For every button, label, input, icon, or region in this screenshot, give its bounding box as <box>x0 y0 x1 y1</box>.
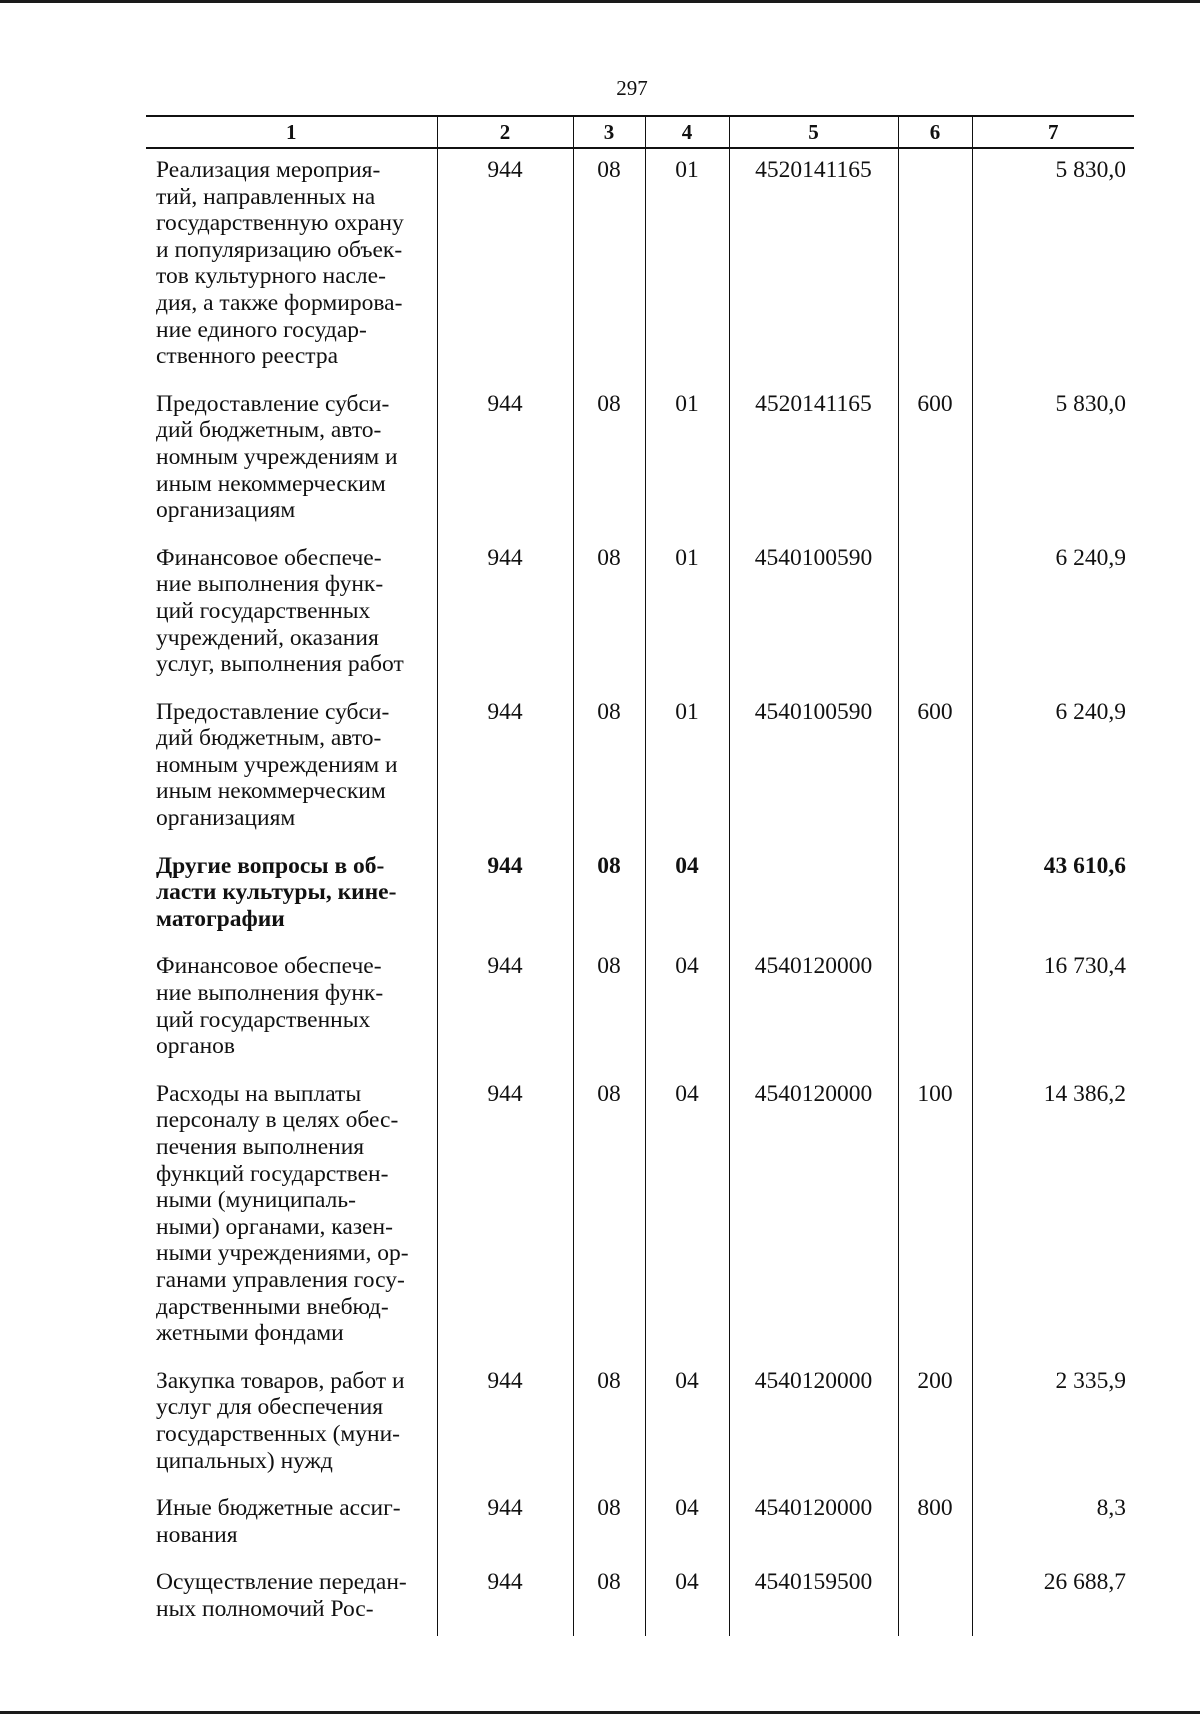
chapter-code-cell: 944 <box>437 845 573 946</box>
section-code-cell: 08 <box>573 148 645 383</box>
budget-table <box>146 115 1134 1636</box>
row-name-line: ными) органами, казен- <box>156 1213 393 1240</box>
table-row <box>146 691 1134 845</box>
row-name-line: государственных (муни- <box>156 1420 400 1447</box>
row-name-line: Иные бюджетные ассиг- <box>156 1495 401 1522</box>
row-name-line: ций государственных <box>156 597 371 624</box>
page-number: 297 <box>616 76 648 100</box>
row-name-cell <box>146 1360 437 1487</box>
row-name-line: дий бюджетным, авто- <box>156 725 382 752</box>
row-name-line: ние выполнения функ- <box>156 980 384 1007</box>
row-name-line: Финансовое обеспече- <box>156 953 382 980</box>
chapter-code-cell: 944 <box>437 537 573 691</box>
row-name-line: номным учреждениям и <box>156 751 398 778</box>
target-item-code-cell <box>729 845 898 946</box>
row-name-line: ние единого государ- <box>156 316 367 343</box>
row-name-line: ние выполнения функ- <box>156 571 384 598</box>
row-name-line: учреждений, оказания <box>156 624 379 651</box>
row-name-line: иным некоммерческим <box>156 778 386 805</box>
expense-type-cell <box>898 537 972 691</box>
row-name-line: ций государственных <box>156 1006 371 1033</box>
row-name-line: тий, направленных на <box>156 183 376 210</box>
column-header-7: 7 <box>972 116 1134 148</box>
table-row <box>146 148 1134 383</box>
amount-cell: 2 335,9 <box>972 1360 1134 1487</box>
row-name-cell <box>146 383 437 537</box>
expense-type-cell <box>898 845 972 946</box>
row-name-line: номным учреждениям и <box>156 443 398 470</box>
amount-cell: 43 610,6 <box>972 845 1134 946</box>
target-item-code-cell: 4520141165 <box>729 148 898 383</box>
table-header-row <box>146 116 1134 148</box>
column-header-6: 6 <box>898 116 972 148</box>
row-name-cell <box>146 537 437 691</box>
expense-type-cell: 800 <box>898 1487 972 1561</box>
row-name-line: ганами управления госу- <box>156 1266 405 1293</box>
row-name-line: организациям <box>156 497 296 524</box>
row-name-line: ственного реестра <box>156 343 339 370</box>
page-top-border <box>0 0 1200 3</box>
row-name-cell <box>146 691 437 845</box>
row-name-line: Расходы на выплаты <box>156 1080 362 1107</box>
expense-type-cell: 600 <box>898 383 972 537</box>
table-row <box>146 1073 1134 1360</box>
row-name-line: дарственными внебюд- <box>156 1293 389 1320</box>
section-code-cell: 08 <box>573 1360 645 1487</box>
section-code-cell: 08 <box>573 691 645 845</box>
subsection-code-cell: 04 <box>645 945 729 1072</box>
target-item-code-cell: 4540100590 <box>729 691 898 845</box>
row-name-cell <box>146 845 437 946</box>
row-name-line: дия, а также формирова- <box>156 289 403 316</box>
amount-cell: 6 240,9 <box>972 691 1134 845</box>
row-name-line: жетными фондами <box>156 1320 344 1347</box>
section-code-cell: 08 <box>573 537 645 691</box>
subsection-code-cell: 04 <box>645 1360 729 1487</box>
subsection-code-cell: 04 <box>645 1073 729 1360</box>
row-name-line: Предоставление субси- <box>156 698 390 725</box>
row-name-line: организациям <box>156 805 296 832</box>
target-item-code-cell: 4540120000 <box>729 945 898 1072</box>
subsection-code-cell: 01 <box>645 691 729 845</box>
row-name-line: персоналу в целях обес- <box>156 1107 399 1134</box>
table-row <box>146 1561 1134 1635</box>
chapter-code-cell: 944 <box>437 1561 573 1635</box>
row-name-line: ласти культуры, кине- <box>156 879 397 906</box>
row-name-line: иным некоммерческим <box>156 470 386 497</box>
section-code-cell: 08 <box>573 1073 645 1360</box>
section-code-cell: 08 <box>573 945 645 1072</box>
row-name-line: ными учреждениями, ор- <box>156 1240 409 1267</box>
row-name-cell <box>146 1073 437 1360</box>
row-name-line: Осуществление передан- <box>156 1569 407 1596</box>
subsection-code-cell: 04 <box>645 1561 729 1635</box>
amount-cell: 14 386,2 <box>972 1073 1134 1360</box>
table-row <box>146 537 1134 691</box>
target-item-code-cell: 4520141165 <box>729 383 898 537</box>
amount-cell: 26 688,7 <box>972 1561 1134 1635</box>
amount-cell: 6 240,9 <box>972 537 1134 691</box>
row-name-line: ными (муниципаль- <box>156 1187 356 1214</box>
row-name-line: услуг для обеспечения <box>156 1394 384 1421</box>
row-name-line: печения выполнения <box>156 1134 365 1160</box>
section-code-cell: 08 <box>573 845 645 946</box>
amount-cell: 5 830,0 <box>972 383 1134 537</box>
column-header-5: 5 <box>729 116 898 148</box>
amount-cell: 5 830,0 <box>972 148 1134 383</box>
row-name-cell <box>146 1561 437 1635</box>
expense-type-cell <box>898 1561 972 1635</box>
row-name-line: Финансовое обеспече- <box>156 544 382 571</box>
column-header-4: 4 <box>645 116 729 148</box>
row-name-line: государственную охрану <box>156 210 404 237</box>
row-name-cell <box>146 945 437 1072</box>
table-row <box>146 1360 1134 1487</box>
chapter-code-cell: 944 <box>437 1360 573 1487</box>
subsection-code-cell: 01 <box>645 148 729 383</box>
target-item-code-cell: 4540120000 <box>729 1073 898 1360</box>
chapter-code-cell: 944 <box>437 945 573 1072</box>
section-code-cell: 08 <box>573 383 645 537</box>
table-row <box>146 845 1134 946</box>
row-name-cell <box>146 148 437 383</box>
row-name-line: тов культурного насле- <box>156 263 386 290</box>
row-name-line: органов <box>156 1033 235 1060</box>
target-item-code-cell: 4540120000 <box>729 1487 898 1561</box>
expense-type-cell: 600 <box>898 691 972 845</box>
expense-type-cell: 200 <box>898 1360 972 1487</box>
section-code-cell: 08 <box>573 1561 645 1635</box>
row-name-line: ципальных) нужд <box>156 1447 333 1474</box>
row-name-line: Предоставление субси- <box>156 390 390 417</box>
row-name-line: дий бюджетным, авто- <box>156 417 382 444</box>
subsection-code-cell: 01 <box>645 383 729 537</box>
chapter-code-cell: 944 <box>437 1073 573 1360</box>
subsection-code-cell: 01 <box>645 537 729 691</box>
expense-type-cell <box>898 945 972 1072</box>
row-name-line: функций государствен- <box>156 1160 389 1187</box>
expense-type-cell: 100 <box>898 1073 972 1360</box>
chapter-code-cell: 944 <box>437 691 573 845</box>
column-header-3: 3 <box>573 116 645 148</box>
table-row <box>146 383 1134 537</box>
target-item-code-cell: 4540159500 <box>729 1561 898 1635</box>
subsection-code-cell: 04 <box>645 845 729 946</box>
row-name-line: ных полномочий Рос- <box>156 1595 374 1622</box>
section-code-cell: 08 <box>573 1487 645 1561</box>
table-row <box>146 1487 1134 1561</box>
amount-cell: 8,3 <box>972 1487 1134 1561</box>
row-name-line: и популяризацию объек- <box>156 236 403 263</box>
row-name-line: матографии <box>156 905 285 932</box>
chapter-code-cell: 944 <box>437 383 573 537</box>
row-name-line: нования <box>156 1521 238 1548</box>
target-item-code-cell: 4540100590 <box>729 537 898 691</box>
chapter-code-cell: 944 <box>437 1487 573 1561</box>
target-item-code-cell: 4540120000 <box>729 1360 898 1487</box>
expense-type-cell <box>898 148 972 383</box>
row-name-line: Реализация мероприя- <box>156 157 381 183</box>
table-body <box>146 148 1134 1636</box>
row-name-line: Другие вопросы в об- <box>156 852 385 879</box>
subsection-code-cell: 04 <box>645 1487 729 1561</box>
row-name-cell <box>146 1487 437 1561</box>
table-row <box>146 945 1134 1072</box>
column-header-1: 1 <box>146 116 437 148</box>
amount-cell: 16 730,4 <box>972 945 1134 1072</box>
chapter-code-cell: 944 <box>437 148 573 383</box>
row-name-line: Закупка товаров, работ и <box>156 1367 405 1394</box>
row-name-line: услуг, выполнения работ <box>156 651 404 678</box>
column-header-2: 2 <box>437 116 573 148</box>
